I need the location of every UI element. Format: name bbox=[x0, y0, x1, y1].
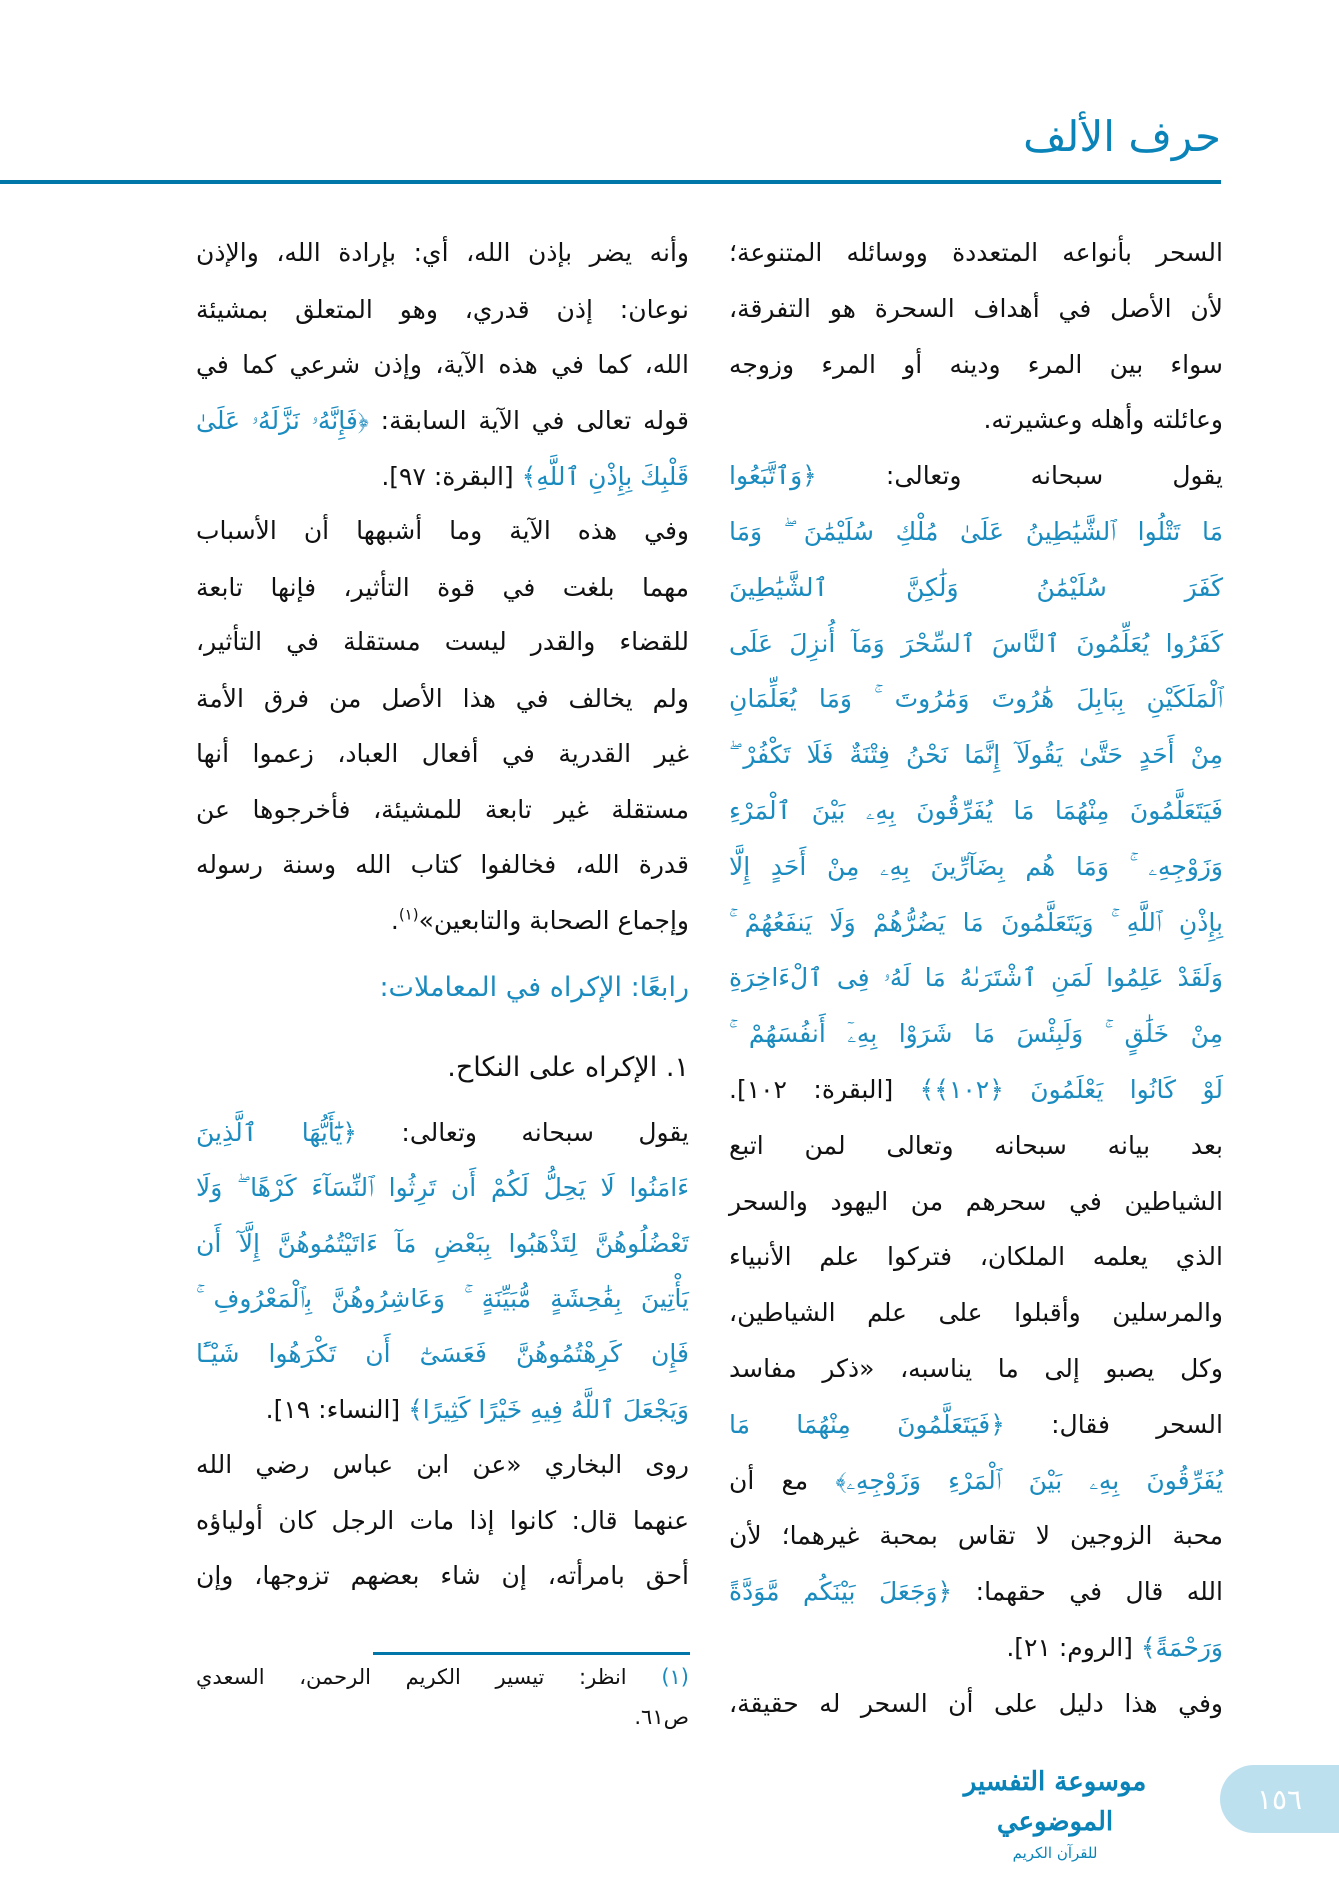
body-text: الشياطين في سحرهم من اليهود والسحر bbox=[729, 1186, 1223, 1216]
logo-subtitle: للقرآن الكريم bbox=[1012, 1844, 1098, 1862]
text-line bbox=[196, 893, 689, 949]
body-text: مع أن bbox=[729, 1465, 809, 1495]
quran-verse-text: وَلَقَدْ عَلِمُوا لَمَنِ ٱشْتَرَىٰهُ مَا لَهُۥ فِى ٱلْءَاخِرَةِ bbox=[729, 963, 1223, 993]
text-line bbox=[729, 783, 1223, 839]
text-line bbox=[729, 448, 1223, 504]
quran-verse-text: فَإِن كَرِهْتُمُوهُنَّ فَعَسَىٰٓ أَن تَكْرَهُوا شَيْـًٔا bbox=[196, 1339, 689, 1368]
text-line bbox=[196, 1437, 689, 1493]
quran-verse-text: ءَامَنُوا لَا يَحِلُّ لَكُمْ أَن تَرِثُوا ٱلنِّسَآءَ كَرْهًا ۖ وَلَا bbox=[196, 1173, 689, 1202]
text-line bbox=[729, 1676, 1223, 1732]
text-line bbox=[729, 1397, 1223, 1453]
text-line bbox=[729, 950, 1223, 1006]
text-line bbox=[196, 837, 689, 893]
text-line bbox=[729, 504, 1223, 560]
text-line bbox=[729, 1620, 1223, 1676]
footnote-divider bbox=[373, 1652, 690, 1655]
body-text: [الروم: ٢١]. bbox=[1006, 1633, 1133, 1662]
quran-verse-text: فَيَتَعَلَّمُونَ مِنْهُمَا مَا يُفَرِّقُونَ بِهِۦ بَيْنَ ٱلْمَرْءِ bbox=[729, 796, 1223, 825]
quran-verse-text: مِنْ أَحَدٍ حَتَّىٰ يَقُولَآ إِنَّمَا نَحْنُ فِتْنَةٌ فَلَا تَكْفُرْ ۖ bbox=[729, 740, 1223, 770]
text-line bbox=[729, 671, 1223, 727]
text-line bbox=[196, 337, 689, 393]
text-line bbox=[729, 616, 1223, 672]
quran-verse-text: ﴿يَٰٓأَيُّهَا ٱلَّذِينَ bbox=[196, 1118, 358, 1147]
footnote-line-1 bbox=[196, 1665, 689, 1689]
body-text: غير القدرية في أفعال العباد، زعموا أنها bbox=[196, 739, 689, 768]
body-text: قدرة الله، فخالفوا كتاب الله وسنة رسوله bbox=[196, 850, 689, 879]
text-line bbox=[729, 1564, 1223, 1620]
quran-verse-text: ﴿فَإِنَّهُۥ نَزَّلَهُۥ عَلَىٰ bbox=[196, 406, 369, 435]
body-text: لأن الأصل في أهداف السحرة هو التفرقة، bbox=[729, 293, 1223, 323]
quran-verse-text: وَيَجْعَلَ ٱللَّهُ فِيهِ خَيْرًا كَثِيرًا﴾ bbox=[400, 1395, 689, 1424]
body-text: الله قال في حقهما: bbox=[952, 1577, 1223, 1607]
text-line bbox=[196, 1216, 689, 1272]
quran-verse-text: مِنْ خَلَٰقٍ ۚ وَلَبِئْسَ مَا شَرَوْا بِهِۦٓ أَنفُسَهُمْ ۚ bbox=[729, 1019, 1223, 1049]
body-text: وعائلته وأهله وعشيرته. bbox=[983, 405, 1223, 435]
text-line bbox=[729, 392, 1223, 448]
text-line bbox=[196, 782, 689, 838]
text-line bbox=[729, 1118, 1223, 1174]
text-line bbox=[729, 337, 1223, 393]
text-line bbox=[729, 1453, 1223, 1509]
body-text: وأنه يضر بإذن الله، أي: بإرادة الله، والإذن bbox=[196, 238, 689, 267]
footnote-text: انظر: تيسير الكريم الرحمن، السعدي bbox=[196, 1665, 627, 1689]
body-text: بعد بيانه سبحانه وتعالى لمن اتبع bbox=[729, 1130, 1223, 1160]
text-line bbox=[729, 839, 1223, 895]
body-text: مهما بلغت في قوة التأثير، فإنها تابعة bbox=[196, 573, 689, 602]
quran-verse-text: ﴿فَيَتَعَلَّمُونَ مِنْهُمَا مَا bbox=[729, 1409, 1005, 1439]
quran-verse-text: قَلْبِكَ بِإِذْنِ ٱللَّهِ﴾ bbox=[513, 462, 689, 491]
body-text: للقضاء والقدر ليست مستقلة في التأثير، bbox=[196, 627, 689, 656]
body-text: [البقرة: ١٠٢]. bbox=[729, 1075, 894, 1104]
quran-verse-text: ٱلْمَلَكَيْنِ بِبَابِلَ هَٰرُوتَ وَمَٰرُوتَ ۚ وَمَا يُعَلِّمَانِ bbox=[729, 684, 1223, 714]
header-divider bbox=[0, 180, 1221, 184]
text-line bbox=[196, 560, 689, 616]
body-text: ولم يخالف في هذا الأصل من فرق الأمة bbox=[196, 684, 689, 713]
text-line bbox=[729, 1508, 1223, 1564]
body-text: يقول سبحانه وتعالى: bbox=[816, 461, 1223, 491]
text-line bbox=[729, 1229, 1223, 1285]
text-line bbox=[196, 671, 689, 727]
footnote-number: (١) bbox=[661, 1665, 689, 1689]
footnote-line-2: ص٦١. bbox=[634, 1705, 689, 1729]
body-text: ١. الإكراه على النكاح. bbox=[447, 1052, 689, 1083]
text-line bbox=[196, 282, 689, 338]
body-text: الذي يعلمه الملكان، فتركوا علم الأنبياء bbox=[729, 1242, 1223, 1272]
section-heading bbox=[196, 1040, 689, 1096]
encyclopedia-logo bbox=[935, 1762, 1175, 1862]
body-text: والمرسلين وأقبلوا على علم الشياطين، bbox=[729, 1298, 1223, 1328]
chapter-title: حرف الألف bbox=[1023, 112, 1221, 161]
text-line bbox=[196, 225, 689, 281]
quran-verse-text: وَرَحْمَةً﴾ bbox=[1132, 1633, 1223, 1662]
quran-verse-text: مَا تَتْلُوا ٱلشَّيَٰطِينُ عَلَىٰ مُلْكِ سُلَيْمَٰنَ ۖ وَمَا bbox=[729, 517, 1223, 546]
body-text: أحق بامرأته، إن شاء بعضهم تزوجها، وإن bbox=[196, 1561, 689, 1590]
body-text: وكل يصبو إلى ما يناسبه، «ذكر مفاسد bbox=[729, 1354, 1223, 1383]
text-line bbox=[196, 449, 689, 505]
body-text: وفي هذه الآية وما أشبهها أن الأسباب bbox=[196, 516, 689, 545]
quran-verse-text: ﴿وَجَعَلَ بَيْنَكُم مَّوَدَّةً bbox=[729, 1577, 953, 1607]
quran-verse-text: تَعْضُلُوهُنَّ لِتَذْهَبُوا بِبَعْضِ مَآ ءَاتَيْتُمُوهُنَّ إِلَّآ أَن bbox=[196, 1229, 689, 1258]
text-line bbox=[196, 614, 689, 670]
body-text: [النساء: ١٩]. bbox=[265, 1395, 401, 1424]
quran-verse-text: ﴿وَٱتَّبَعُوا bbox=[729, 461, 817, 491]
text-line bbox=[729, 281, 1223, 337]
text-line bbox=[729, 895, 1223, 951]
body-text: يقول سبحانه وتعالى: bbox=[357, 1118, 689, 1147]
body-text: وإجماع الصحابة والتابعين» bbox=[418, 906, 689, 935]
text-line bbox=[196, 503, 689, 559]
quran-verse-text: يَأْتِينَ بِفَٰحِشَةٍ مُّبَيِّنَةٍ ۚ وَعَاشِرُوهُنَّ بِٱلْمَعْرُوفِ ۚ bbox=[196, 1284, 689, 1313]
text-line bbox=[196, 1382, 689, 1438]
text-line bbox=[729, 560, 1223, 616]
text-line bbox=[729, 1062, 1223, 1118]
quran-verse-text: كَفَرُوا يُعَلِّمُونَ ٱلنَّاسَ ٱلسِّحْرَ وَمَآ أُنزِلَ عَلَى bbox=[729, 628, 1223, 658]
body-text: قوله تعالى في الآية السابقة: bbox=[368, 406, 690, 435]
quran-verse-text: يُفَرِّقُونَ بِهِۦ بَيْنَ ٱلْمَرْءِ وَزَوْجِهِۦ﴾ bbox=[808, 1465, 1223, 1495]
text-line bbox=[196, 1493, 689, 1549]
page-number: ١٥٦ bbox=[1256, 1782, 1303, 1816]
logo-title: موسوعة التفسير الموضوعي bbox=[963, 1767, 1147, 1837]
body-text: سواء بين المرء ودينه أو المرء وزوجه bbox=[729, 349, 1223, 379]
quran-verse-text: لَوْ كَانُوا يَعْلَمُونَ ﴿١٠٢﴾﴾ bbox=[893, 1075, 1223, 1104]
quran-verse-text: كَفَرَ سُلَيْمَٰنُ وَلَٰكِنَّ ٱلشَّيَٰطِينَ bbox=[729, 572, 1223, 602]
body-text: نوعان: إذن قدري، وهو المتعلق بمشيئة bbox=[196, 295, 689, 324]
body-text: السحر بأنواعه المتعددة ووسائله المتنوعة؛ bbox=[729, 238, 1223, 267]
text-line bbox=[729, 1341, 1223, 1397]
body-text: عنهما قال: كانوا إذا مات الرجل كان أولياؤه bbox=[196, 1506, 689, 1535]
body-text: روى البخاري «عن ابن عباس رضي الله bbox=[196, 1450, 689, 1479]
page-number-badge bbox=[1220, 1765, 1339, 1833]
section-heading bbox=[196, 960, 689, 1016]
footnote-reference[interactable]: (١) bbox=[398, 905, 419, 924]
body-text: مستقلة غير تابعة للمشيئة، فأخرجوها عن bbox=[196, 795, 689, 824]
body-text: وفي هذا دليل على أن السحر له حقيقة، bbox=[729, 1688, 1223, 1718]
body-text: محبة الزوجين لا تقاس بمحبة غيرهما؛ لأن bbox=[729, 1521, 1223, 1551]
body-text: [البقرة: ٩٧]. bbox=[381, 462, 514, 491]
text-line bbox=[729, 1285, 1223, 1341]
text-line bbox=[196, 393, 689, 449]
text-line bbox=[196, 1160, 689, 1216]
text-line bbox=[729, 727, 1223, 783]
text-line bbox=[196, 1548, 689, 1604]
body-text: السحر فقال: bbox=[1004, 1409, 1223, 1439]
text-line bbox=[196, 726, 689, 782]
text-line bbox=[196, 1326, 689, 1382]
text-line bbox=[729, 1174, 1223, 1230]
quran-verse-text: رابعًا: الإكراه في المعاملات: bbox=[379, 972, 689, 1003]
body-text: الله، كما في هذه الآية، وإذن شرعي كما في bbox=[196, 350, 689, 379]
quran-verse-text: وَزَوْجِهِۦ ۚ وَمَا هُم بِضَآرِّينَ بِهِۦ مِنْ أَحَدٍ إِلَّا bbox=[729, 851, 1223, 881]
body-text: . bbox=[390, 906, 399, 935]
text-line bbox=[196, 1271, 689, 1327]
text-line bbox=[729, 1006, 1223, 1062]
text-line bbox=[196, 1105, 689, 1161]
quran-verse-text: بِإِذْنِ ٱللَّهِ ۚ وَيَتَعَلَّمُونَ مَا يَضُرُّهُمْ وَلَا يَنفَعُهُمْ ۚ bbox=[729, 907, 1223, 937]
text-line bbox=[729, 225, 1223, 281]
